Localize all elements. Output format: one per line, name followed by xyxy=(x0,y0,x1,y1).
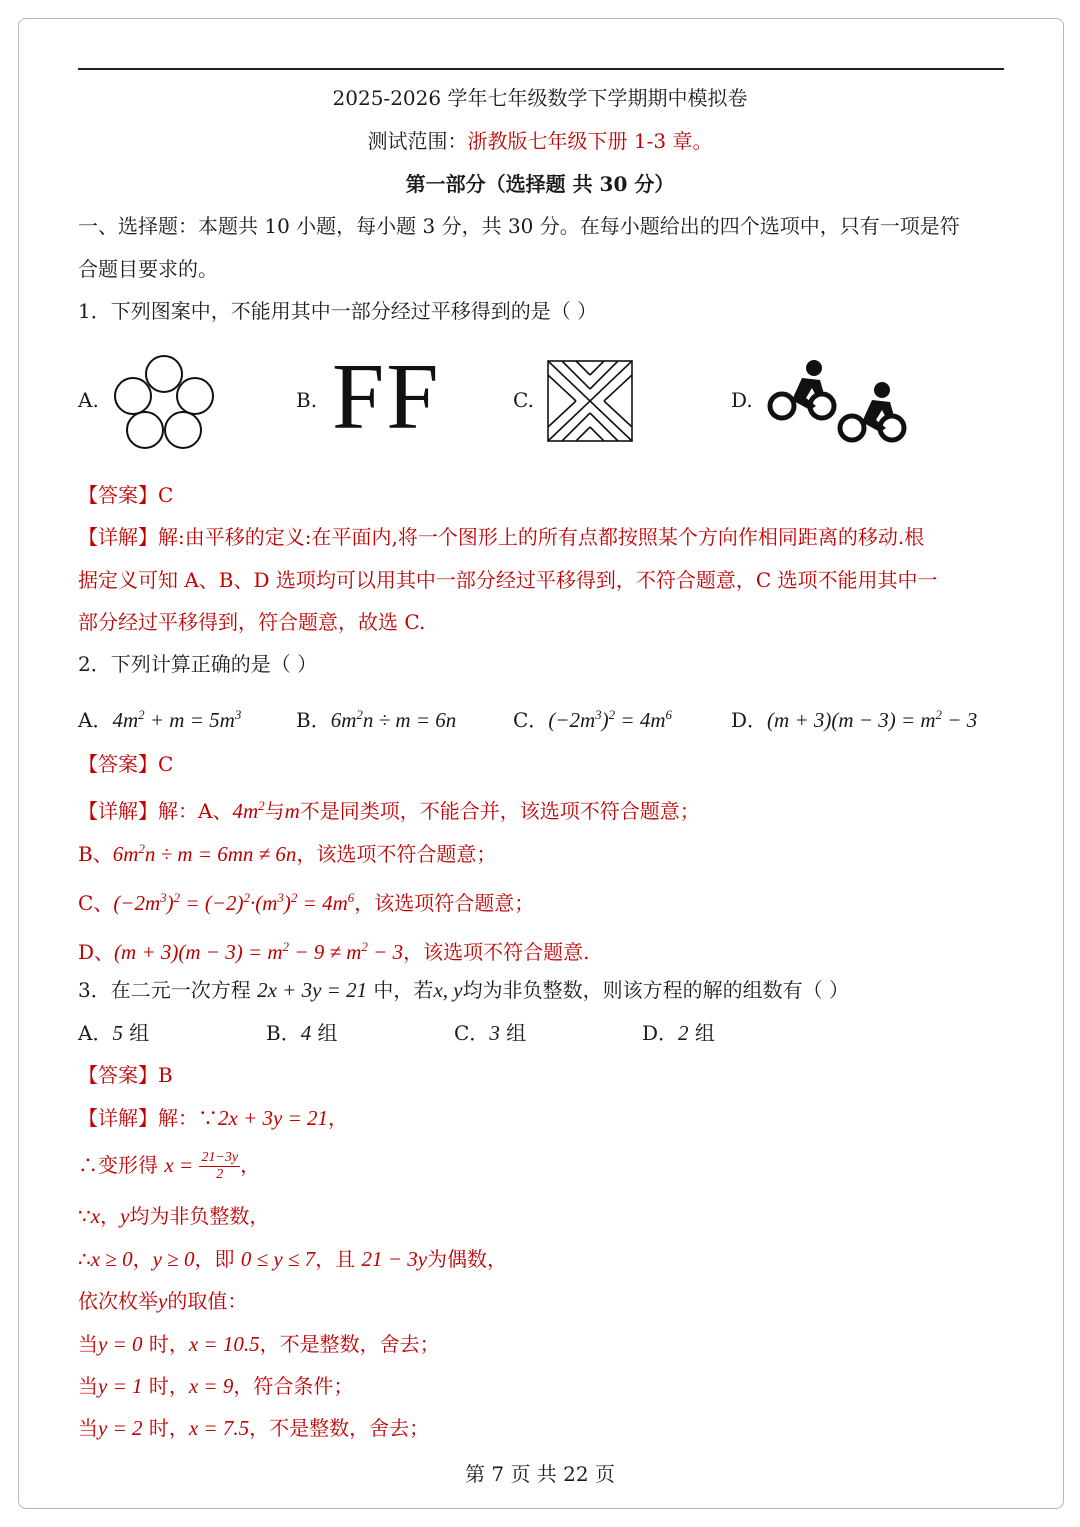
q3-option-a-label: A． xyxy=(78,1021,113,1045)
q3-case-3-post: ，不是整数，舍去； xyxy=(249,1416,430,1440)
q3-d4-c: 0 ≤ y ≤ 7 xyxy=(240,1247,316,1271)
q3-d2-x: x = xyxy=(164,1153,194,1177)
q3-stem-mid: 中，若 xyxy=(367,978,434,1002)
q3-d2-numerator: 21−3y xyxy=(201,1150,239,1165)
q2-option-a xyxy=(78,700,241,735)
q2-detail-a-expr2: m xyxy=(284,799,300,823)
q3-case-1-pre: 当 xyxy=(78,1332,98,1356)
q3-case-2-pre: 当 xyxy=(78,1374,98,1398)
q2-answer: 【答案】C xyxy=(78,752,174,776)
q1-option-b-label: B. xyxy=(296,388,318,412)
section-title: 第一部分（选择题 共 30 分） xyxy=(405,172,675,196)
q3-d3-y: y xyxy=(120,1204,130,1228)
q3-detail-3 xyxy=(78,1201,1008,1231)
q3-d3-prefix: ∵ xyxy=(78,1204,91,1228)
q2-detail-a-prefix: 【详解】解：A、 xyxy=(78,799,233,823)
q3-d1-eq: 2x + 3y = 21 xyxy=(218,1106,328,1130)
q2-option-d-expr: $(m + 3)(m - 3) = m^2 - 3$ xyxy=(767,707,978,732)
q3-d3-x: x xyxy=(90,1204,101,1228)
q3-detail-2 xyxy=(78,1150,1008,1190)
q3-case-1-mid: 时， xyxy=(142,1332,189,1356)
q1-detail-line-3: 部分经过平移得到，符合题意，故选 C. xyxy=(78,610,426,634)
q3-d4-sep: ， xyxy=(132,1247,153,1271)
q2-option-a-expr: $4m^2 + m = 5m^3$ xyxy=(112,707,242,732)
instructions-line-1: 一、选择题：本题共 10 小题，每小题 3 分，共 30 分。在每小题给出的四个选项中，只有一项是符 xyxy=(78,214,960,238)
q2-detail-c xyxy=(78,883,1008,918)
exam-title: 2025-2026 学年七年级数学下学期期中模拟卷 xyxy=(332,86,748,110)
q3-d2-suffix: ， xyxy=(240,1153,261,1177)
q2-option-b-label: B． xyxy=(296,708,331,732)
q3-stem-vars: x, y xyxy=(433,978,463,1002)
scope-value: 浙教版七年级下册 1-3 章。 xyxy=(467,129,713,153)
q3-case-3 xyxy=(78,1413,1008,1443)
q3-option-b-unit: 组 xyxy=(311,1021,338,1045)
test-scope xyxy=(0,126,1080,156)
q3-option-c-label: C． xyxy=(454,1021,490,1045)
q2-detail-d-expr: $(m + 3)(m - 3) = m^2 - 9 \ne m^2 - 3$ xyxy=(114,939,404,964)
q3-stem-suffix: 均为非负整数，则该方程的解的组数有（ ） xyxy=(462,978,849,1002)
q3-d4-d: 21 − 3y xyxy=(361,1247,428,1271)
q2-detail-b xyxy=(78,834,1008,869)
scope-label: 测试范围： xyxy=(367,129,468,153)
q3-d5-y: y xyxy=(158,1289,168,1313)
q3-d2-fraction xyxy=(199,1150,240,1183)
q3-d5-suffix: 的取值： xyxy=(167,1289,248,1313)
q3-option-a-unit: 组 xyxy=(122,1021,150,1045)
q3-stem-prefix: 3．在二元一次方程 xyxy=(78,978,258,1002)
q1-detail-line-2: 据定义可知 A、B、D 选项均可以用其中一部分经过平移得到，不符合题意，C 选项不能用其中一 xyxy=(78,568,938,592)
q2-option-c-label: C． xyxy=(513,708,549,732)
q3-option-a xyxy=(78,1018,149,1048)
q3-d4-prefix: ∴ xyxy=(78,1247,91,1271)
q3-case-3-pre: 当 xyxy=(78,1416,98,1440)
q3-d2-prefix: ∴变形得 xyxy=(78,1153,165,1177)
q1-option-a-label: A. xyxy=(78,388,99,412)
q2-stem: 2．下列计算正确的是（ ） xyxy=(78,652,318,676)
q3-d4-b: y ≥ 0 xyxy=(152,1247,195,1271)
q3-case-2-post: ，符合条件； xyxy=(233,1374,354,1398)
q2-detail-b-expr: $6m^2n \div m = 6mn \ne 6n$ xyxy=(112,841,297,866)
q2-option-d-label: D． xyxy=(731,708,768,732)
q3-d1-suffix: ， xyxy=(327,1106,348,1130)
q3-option-d-unit: 组 xyxy=(688,1021,715,1045)
q3-case-1-x: x = 10.5 xyxy=(188,1332,260,1356)
q3-d3-sep: ， xyxy=(100,1204,121,1228)
q2-detail-b-suffix: ，该选项不符合题意； xyxy=(296,842,497,866)
q3-option-b xyxy=(266,1018,338,1048)
q2-detail-c-suffix: ，该选项符合题意； xyxy=(354,891,535,915)
q2-detail-d-prefix: D、 xyxy=(78,940,115,964)
cyclists-icon xyxy=(766,356,908,448)
q3-option-d xyxy=(642,1018,715,1048)
q1-answer: 【答案】C xyxy=(78,483,174,507)
q2-detail-c-prefix: C、 xyxy=(78,891,114,915)
five-circles-icon xyxy=(112,352,216,450)
q1-detail-line-1: 【详解】解:由平移的定义:在平面内,将一个图形上的所有点都按照某个方向作相同距离的移动.根 xyxy=(78,525,925,549)
q2-detail-c-expr: $(-2m^3)^2 = (-2)^2\cdot(m^3)^2 = 4m^6$ xyxy=(113,890,355,915)
q2-detail-a xyxy=(78,791,1008,826)
q3-case-3-y: y = 2 xyxy=(98,1416,143,1440)
q2-option-c-expr: $(-2m^3)^2 = 4m^6$ xyxy=(548,707,672,732)
q3-option-d-label: D． xyxy=(642,1021,679,1045)
q3-answer: 【答案】B xyxy=(78,1063,173,1087)
q3-case-1 xyxy=(78,1329,1008,1359)
q2-detail-a-mid: 与 xyxy=(264,799,285,823)
q3-d4-suffix: 为偶数， xyxy=(427,1247,508,1271)
q3-option-c-value: 3 xyxy=(489,1021,500,1045)
q2-detail-a-suffix: 不是同类项，不能合并，该选项不符合题意； xyxy=(299,799,700,823)
q3-option-c-unit: 组 xyxy=(499,1021,527,1045)
q3-case-2-y: y = 1 xyxy=(98,1374,143,1398)
q2-detail-b-prefix: B、 xyxy=(78,842,113,866)
q3-d3-suffix: 均为非负整数， xyxy=(129,1204,270,1228)
q2-option-b xyxy=(296,700,456,735)
page-footer: 第 7 页 共 22 页 xyxy=(465,1462,615,1486)
q3-d4-mid2: ，且 xyxy=(315,1247,362,1271)
q1-option-c-label: C. xyxy=(513,388,534,412)
q3-case-1-post: ，不是整数，舍去； xyxy=(259,1332,440,1356)
q2-option-a-label: A． xyxy=(78,708,113,732)
q2-detail-d xyxy=(78,932,1008,967)
q3-stem xyxy=(78,975,1008,1005)
header-rule xyxy=(78,68,1004,70)
q2-detail-a-expr1: $4m^2$ xyxy=(232,798,265,823)
instructions-line-2: 合题目要求的。 xyxy=(78,257,218,281)
ff-letters: FF xyxy=(332,345,441,449)
q3-detail-1 xyxy=(78,1103,1008,1133)
q3-d4-a: x ≥ 0 xyxy=(90,1247,133,1271)
q1-option-d-label: D. xyxy=(731,388,753,412)
q3-case-2 xyxy=(78,1371,1008,1401)
q3-option-b-label: B． xyxy=(266,1021,301,1045)
q1-stem: 1．下列图案中，不能用其中一部分经过平移得到的是（ ） xyxy=(78,299,598,323)
q3-case-3-x: x = 7.5 xyxy=(188,1416,250,1440)
q2-option-b-expr: $6m^2n \div m = 6n$ xyxy=(330,707,457,732)
q3-stem-eq: 2x + 3y = 21 xyxy=(257,978,368,1002)
q3-detail-5 xyxy=(78,1286,1008,1316)
q3-option-a-value: 5 xyxy=(112,1021,123,1045)
q2-detail-d-suffix: ，该选项不符合题意. xyxy=(403,940,590,964)
q3-case-1-y: y = 0 xyxy=(98,1332,143,1356)
q3-case-3-mid: 时， xyxy=(142,1416,189,1440)
q3-option-c xyxy=(454,1018,526,1048)
q3-case-2-mid: 时， xyxy=(142,1374,189,1398)
q2-option-c xyxy=(513,700,672,735)
q3-detail-4 xyxy=(78,1244,1008,1274)
q3-option-d-value: 2 xyxy=(678,1021,689,1045)
q3-case-2-x: x = 9 xyxy=(188,1374,234,1398)
q2-option-d xyxy=(731,700,977,735)
q3-d4-mid: ，即 xyxy=(194,1247,241,1271)
q3-d5-prefix: 依次枚举 xyxy=(78,1289,158,1313)
q3-d1-prefix: 【详解】解：∵ xyxy=(78,1106,218,1130)
q3-option-b-value: 4 xyxy=(300,1021,312,1045)
square-pattern-icon xyxy=(546,359,634,443)
q3-d2-denominator: 2 xyxy=(216,1167,224,1182)
